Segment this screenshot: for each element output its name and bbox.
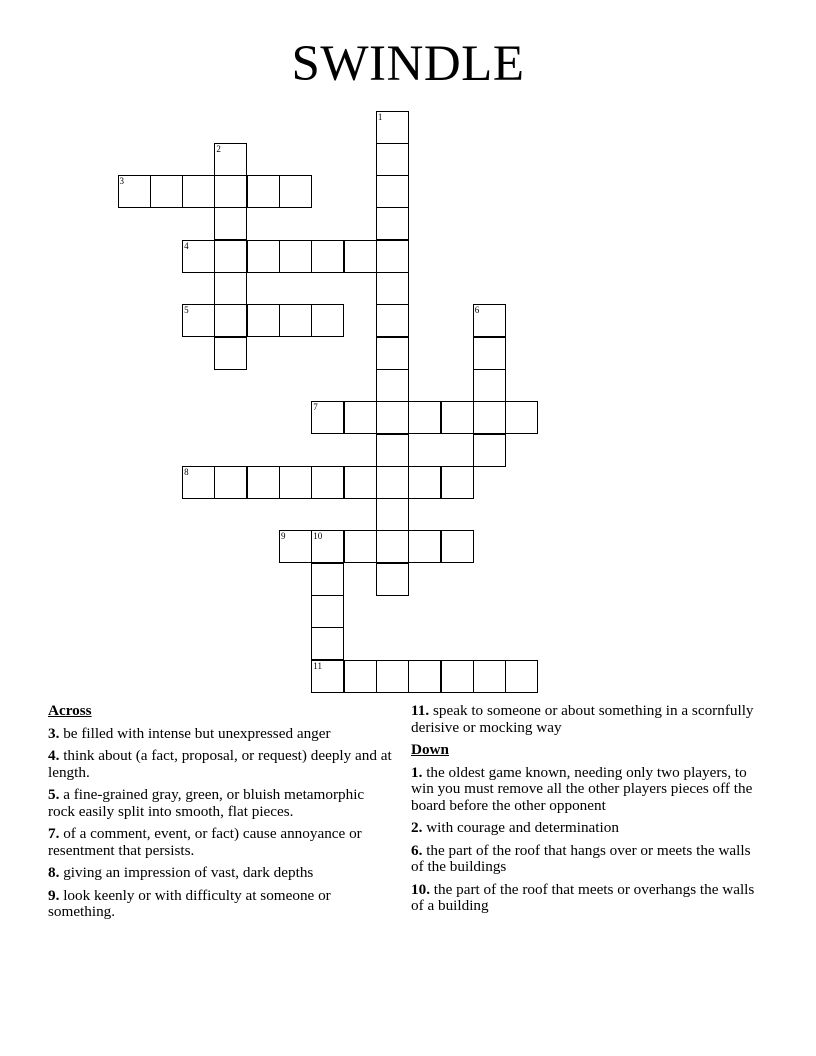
across-clue: [48, 865, 393, 882]
grid-cell[interactable]: [376, 272, 409, 305]
grid-cell[interactable]: [214, 337, 247, 370]
grid-cell[interactable]: [408, 466, 441, 499]
grid-cell[interactable]: [376, 660, 409, 693]
grid-cell[interactable]: [344, 466, 377, 499]
grid-cell[interactable]: [408, 401, 441, 434]
grid-cell[interactable]: [376, 401, 409, 434]
grid-cell[interactable]: [376, 498, 409, 531]
grid-cell[interactable]: [376, 530, 409, 563]
grid-cell[interactable]: [473, 660, 506, 693]
clue-number: 1.: [411, 763, 423, 781]
grid-cell[interactable]: [376, 466, 409, 499]
grid-cell[interactable]: [214, 304, 247, 337]
grid-cell[interactable]: [441, 660, 474, 693]
grid-cell[interactable]: [311, 627, 344, 660]
grid-cell[interactable]: [344, 401, 377, 434]
grid-cell[interactable]: [376, 111, 409, 144]
grid-cell[interactable]: [247, 175, 280, 208]
grid-cell[interactable]: [311, 660, 344, 693]
grid-cell[interactable]: [311, 530, 344, 563]
grid-cell[interactable]: [505, 401, 538, 434]
clue-number: 5.: [48, 786, 60, 803]
cell-number: 6: [474, 305, 480, 316]
grid-cell[interactable]: [441, 466, 474, 499]
clue-text: of a comment, event, or fact) cause annoyance or resentment that persists.: [48, 825, 362, 859]
clue-text: with courage and determination: [422, 819, 619, 836]
cell-number: 9: [281, 531, 286, 542]
grid-cell[interactable]: [344, 530, 377, 563]
clue-number: 8.: [48, 864, 60, 881]
grid-cell[interactable]: [247, 466, 280, 499]
clue-number: 4.: [48, 747, 60, 764]
across-clue: [48, 748, 393, 781]
grid-cell[interactable]: [150, 175, 183, 208]
clue-text: think about (a fact, proposal, or request) deeply and at length.: [48, 747, 392, 781]
across-clue: [48, 888, 393, 921]
down-heading: Down: [411, 741, 449, 758]
cell-number: 3: [119, 176, 124, 187]
grid-cell[interactable]: [311, 240, 344, 273]
grid-cell[interactable]: [311, 595, 344, 628]
cell-number: 8: [184, 466, 189, 477]
clue-number: 3.: [48, 724, 60, 742]
cell-number: 2: [216, 143, 221, 154]
grid-cell[interactable]: [376, 175, 409, 208]
across-clue: [411, 703, 761, 736]
grid-cell[interactable]: [376, 143, 409, 176]
grid-cell[interactable]: [408, 530, 441, 563]
grid-cell[interactable]: [441, 401, 474, 434]
grid-cell[interactable]: [376, 369, 409, 402]
clue-text: speak to someone or about something in a scornfully derisive or mocking way: [411, 702, 754, 736]
grid-cell[interactable]: [311, 304, 344, 337]
grid-cell[interactable]: [311, 401, 344, 434]
grid-cell[interactable]: [473, 369, 506, 402]
grid-cell[interactable]: [473, 337, 506, 370]
puzzle-title: SWINDLE: [291, 36, 525, 92]
grid-cell[interactable]: [214, 240, 247, 273]
clue-text: the part of the roof that meets or overhangs the walls of a building: [411, 880, 755, 914]
clue-number: 2.: [411, 819, 423, 836]
grid-cell[interactable]: [247, 304, 280, 337]
across-clue-list: [48, 726, 393, 921]
grid-cell[interactable]: [214, 143, 247, 176]
across-clue-list-continued: [411, 703, 761, 736]
cell-number: 10: [313, 531, 323, 542]
clues-right-column: [411, 703, 761, 921]
cell-number: 7: [313, 402, 318, 413]
cell-number: 4: [184, 240, 189, 251]
clue-number: 11.: [411, 702, 430, 719]
clue-text: look keenly or with difficulty at someone or something.: [48, 886, 331, 920]
clue-number: 10.: [411, 880, 430, 898]
grid-cell[interactable]: [376, 434, 409, 467]
clue-text: the oldest game known, needing only two players, to win you must remove all the other players pieces off the board before the other opponent: [411, 763, 753, 814]
grid-cell[interactable]: [214, 272, 247, 305]
grid-cell[interactable]: [214, 207, 247, 240]
down-clue: [411, 820, 761, 837]
grid-cell[interactable]: [118, 175, 151, 208]
grid-cell[interactable]: [214, 175, 247, 208]
grid-cell[interactable]: [505, 660, 538, 693]
grid-cell[interactable]: [182, 304, 215, 337]
grid-cell[interactable]: [376, 304, 409, 337]
clue-number: 9.: [48, 886, 60, 904]
clue-text: the part of the roof that hangs over or meets the walls of the buildings: [411, 841, 751, 875]
cell-number: 1: [377, 111, 383, 122]
clue-number: 6.: [411, 841, 423, 859]
grid-cell[interactable]: [441, 530, 474, 563]
down-clue: [411, 765, 761, 815]
grid-cell[interactable]: [311, 466, 344, 499]
grid-cell[interactable]: [279, 466, 312, 499]
clue-number: 7.: [48, 825, 60, 842]
grid-cell[interactable]: [182, 175, 215, 208]
grid-cell[interactable]: [311, 563, 344, 596]
grid-cell[interactable]: [376, 337, 409, 370]
grid-cell[interactable]: [279, 530, 312, 563]
down-clue-list: [411, 765, 761, 915]
grid-cell[interactable]: [376, 207, 409, 240]
down-clue: [411, 843, 761, 876]
grid-cell[interactable]: [182, 466, 215, 499]
clue-text: a fine-grained gray, green, or bluish metamorphic rock easily split into smooth, flat pieces.: [48, 786, 365, 820]
grid-cell[interactable]: [376, 563, 409, 596]
clues-left-column: [48, 703, 393, 927]
down-clue: [411, 882, 761, 915]
cell-number: 5: [184, 305, 189, 316]
grid-cell[interactable]: [473, 304, 506, 337]
clue-text: giving an impression of vast, dark depths: [59, 864, 314, 881]
cell-number: 11: [313, 660, 322, 671]
grid-cell[interactable]: [473, 401, 506, 434]
across-clue: [48, 726, 393, 743]
grid-cell[interactable]: [279, 240, 312, 273]
grid-cell[interactable]: [279, 175, 312, 208]
grid-cell[interactable]: [344, 660, 377, 693]
across-clue: [48, 826, 393, 859]
across-clue: [48, 787, 393, 820]
grid-cell[interactable]: [376, 240, 409, 273]
grid-cell[interactable]: [473, 434, 506, 467]
across-heading: Across: [48, 702, 92, 719]
grid-cell[interactable]: [408, 660, 441, 693]
grid-cell[interactable]: [279, 304, 312, 337]
grid-cell[interactable]: [344, 240, 377, 273]
grid-cell[interactable]: [182, 240, 215, 273]
clue-text: be filled with intense but unexpressed anger: [59, 724, 331, 742]
grid-cell[interactable]: [247, 240, 280, 273]
grid-cell[interactable]: [214, 466, 247, 499]
